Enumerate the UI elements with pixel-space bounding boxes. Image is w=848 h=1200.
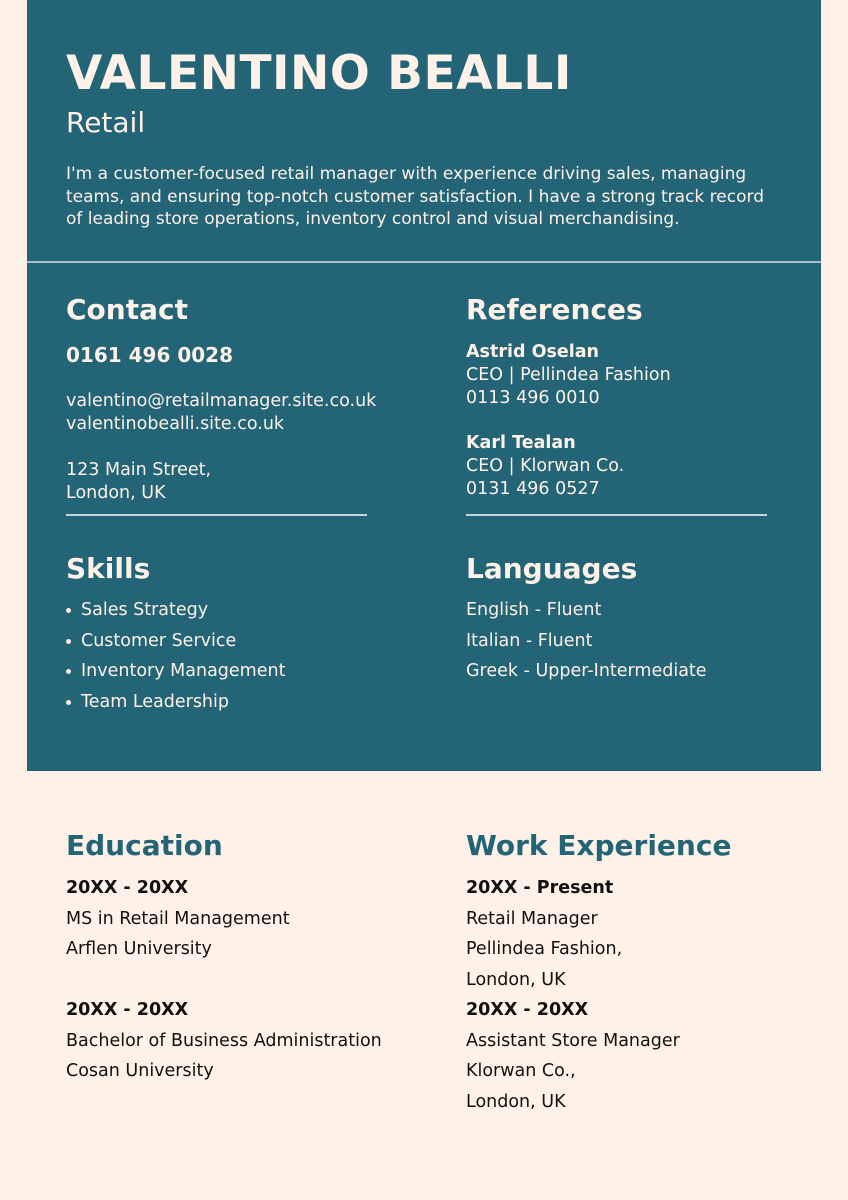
references-heading: References: [466, 293, 643, 326]
work-list: [466, 873, 680, 1117]
work-1-company: Pellindea Fashion,: [466, 939, 623, 959]
language-item: English - Fluent: [466, 600, 602, 620]
contact-divider: [66, 514, 367, 516]
education-1-dates: 20XX - 20XX: [66, 878, 189, 898]
education-heading: Education: [66, 829, 223, 862]
work-2-role: Assistant Store Manager: [466, 1030, 680, 1051]
education-2-school: Cosan University: [66, 1061, 214, 1081]
education-list: [66, 873, 382, 1087]
skills-heading: Skills: [66, 552, 151, 585]
contact-address-line1: 123 Main Street,: [66, 460, 212, 480]
bullet-icon: [66, 608, 71, 613]
education-1-school: Arflen University: [66, 939, 212, 959]
profile-summary: I'm a customer-focused retail manager with experience driving sales, managing teams, and ensuring top-notch customer satisfaction. I have a strong track record of leading store operations, inventory control and visual merchandising.: [66, 164, 764, 229]
skill-label: Sales Strategy: [81, 600, 209, 620]
language-item: Italian - Fluent: [466, 630, 593, 651]
work-2-company: Klorwan Co.,: [466, 1061, 576, 1081]
education-1-degree: MS in Retail Management: [66, 908, 290, 929]
bullet-icon: [66, 669, 71, 674]
references-divider: [466, 514, 767, 516]
bullet-icon: [66, 700, 71, 705]
candidate-name: VALENTINO BEALLI: [66, 46, 572, 101]
education-2-degree: Bachelor of Business Administration: [66, 1030, 382, 1051]
work-1-location: London, UK: [466, 969, 566, 990]
work-2-location: London, UK: [466, 1091, 566, 1112]
skill-item: [66, 687, 285, 718]
skill-item: [66, 656, 285, 687]
contact-address-line2: London, UK: [66, 483, 166, 503]
skill-label: Team Leadership: [81, 691, 229, 712]
reference-1-name: Astrid Oselan: [466, 342, 600, 362]
skill-label: Customer Service: [81, 630, 237, 651]
work-1-role: Retail Manager: [466, 908, 598, 929]
candidate-role: Retail: [66, 106, 146, 139]
contact-email[interactable]: valentino@retailmanager.site.co.uk: [66, 391, 377, 411]
skills-list: [66, 595, 285, 717]
work-1-dates: 20XX - Present: [466, 878, 614, 898]
reference-2-name: Karl Tealan: [466, 433, 576, 453]
reference-2-phone: 0131 496 0527: [466, 479, 600, 499]
reference-2-position: CEO | Klorwan Co.: [466, 456, 625, 476]
contact-heading: Contact: [66, 293, 188, 326]
reference-1-phone: 0113 496 0010: [466, 388, 600, 408]
skill-item: [66, 626, 285, 657]
work-2-dates: 20XX - 20XX: [466, 1000, 589, 1020]
education-spacer: [66, 965, 382, 996]
work-heading: Work Experience: [466, 829, 732, 862]
languages-list: [466, 595, 707, 687]
contact-website[interactable]: valentinobealli.site.co.uk: [66, 414, 285, 434]
reference-1-position: CEO | Pellindea Fashion: [466, 365, 671, 385]
language-item: Greek - Upper-Intermediate: [466, 661, 707, 681]
skill-item: [66, 595, 285, 626]
languages-heading: Languages: [466, 552, 638, 585]
bullet-icon: [66, 639, 71, 644]
contact-phone: 0161 496 0028: [66, 343, 234, 367]
skill-label: Inventory Management: [81, 661, 286, 681]
header-divider: [27, 261, 821, 263]
education-2-dates: 20XX - 20XX: [66, 1000, 189, 1020]
